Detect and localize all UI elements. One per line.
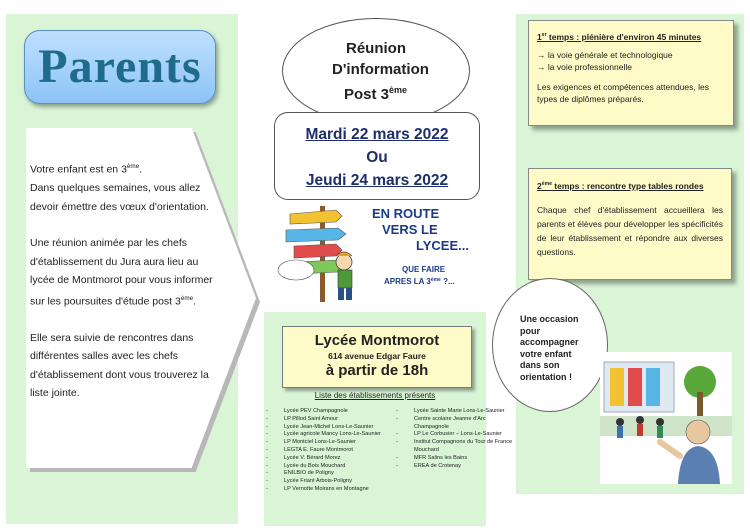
list-item: - Lycée Friant Arbois-Poligny bbox=[266, 478, 396, 486]
first-session-item-1: → la voie générale et technologique bbox=[537, 49, 673, 60]
intro-text-end: . bbox=[139, 163, 143, 176]
illus-title-3: LYCEE... bbox=[416, 238, 469, 253]
dates-box bbox=[274, 112, 480, 200]
list-item: - Lycée PEV Champagnole bbox=[266, 408, 396, 416]
lycee-name: Lycée Montmorot bbox=[314, 332, 440, 349]
second-session-box bbox=[528, 168, 732, 280]
list-item: - LP Montciel Lons-Le-Saunier bbox=[266, 439, 396, 447]
first-session-item-2: → la voie professionnelle bbox=[537, 61, 632, 72]
second-session-heading bbox=[537, 177, 723, 193]
heading-text-end: temps : plénière d'environ 45 minutes bbox=[546, 31, 702, 42]
parents-title: Parents bbox=[24, 30, 216, 104]
intro-text: Votre enfant est en 3 bbox=[30, 163, 127, 176]
first-session-box bbox=[528, 20, 734, 126]
list-item: - Centre scolaire Jeanne d'Arc Champagnole bbox=[396, 416, 514, 432]
meeting-text-end: . bbox=[193, 295, 197, 307]
list-item: - Lycée Sainte Marie Lons-Le-Saunier bbox=[396, 408, 514, 416]
paragraph-meeting bbox=[30, 234, 220, 311]
heading-text-end: temps : rencontre type tables rondes bbox=[551, 180, 704, 191]
superscript: ème bbox=[180, 294, 194, 302]
list-item: - LP Vernotte Moirans en Montagne bbox=[266, 486, 396, 494]
list-item: - MFR Salins les Bains bbox=[396, 455, 514, 463]
parents-message bbox=[30, 158, 220, 421]
illus-sub-2-end: ?... bbox=[440, 277, 455, 286]
list-item: - Lycée agricole Mancy Lons-Le-Saunier bbox=[266, 431, 396, 439]
cloud-line-2: D'information bbox=[332, 61, 429, 78]
list-item: - LEGTA E. Faure Montmorot bbox=[266, 447, 396, 455]
first-session-text: Les exigences et compétences attendues, les types de diplômes préparés. bbox=[537, 81, 709, 104]
list-item: - Lycée V. Bérard Morez bbox=[266, 455, 396, 463]
lycee-time: à partir de 18h bbox=[325, 362, 429, 379]
superscript: ème bbox=[430, 277, 441, 283]
date-or: Ou bbox=[366, 149, 388, 166]
date-1: Mardi 22 mars 2022 bbox=[305, 126, 449, 143]
list-item: - LP Pillod Saint Amour bbox=[266, 416, 396, 424]
illus-title-1: EN ROUTE bbox=[372, 206, 440, 221]
paragraph-followup: Elle sera suivie de rencontres dans différentes salles avec les chefs d'établissement dont vous trouverez la liste jointe. bbox=[30, 331, 209, 399]
list-item: - Institut Compagnons du Tour de France Mouchard bbox=[396, 439, 514, 455]
first-session-heading bbox=[537, 29, 725, 43]
cloud-line-3-text: Post 3 bbox=[344, 86, 390, 103]
heading-text: 2 bbox=[537, 180, 542, 191]
paragraph-intro bbox=[30, 158, 220, 216]
date-2: Jeudi 24 mars 2022 bbox=[305, 172, 449, 189]
superscript: er bbox=[541, 32, 547, 38]
illus-sub-2 bbox=[384, 277, 455, 286]
establishments-list-right bbox=[396, 408, 514, 470]
meeting-text: Une réunion animée par les chefs d'établissement du Jura aura lieu au lycée de Montmorot pour vous informer sur les poursuites d'étude post 3 bbox=[30, 237, 213, 307]
list-item: - Lycée du Bois Mouchard bbox=[266, 463, 396, 471]
intro-text-rest: Dans quelques semaines, vous allez devoir émettre des vœux d'orientation. bbox=[30, 182, 209, 213]
cloud-line-1: Réunion bbox=[346, 40, 406, 57]
second-session-text: Chaque chef d'établissement accueillera les parents et élèves pour développer les spécificités de leur établissement et répondre aux diverses questions. bbox=[537, 204, 723, 257]
illus-sub-1: QUE FAIRE bbox=[402, 265, 446, 274]
superscript: ème bbox=[389, 85, 408, 95]
establishments-list-left bbox=[266, 408, 396, 494]
list-item: - LP Le Corbusier – Lons-Le-Saunier bbox=[396, 431, 514, 439]
occasion-cloud-text: Une occasion pour accompagner votre enfant dans son orientation ! bbox=[520, 314, 579, 382]
cloud-line-3 bbox=[328, 80, 458, 105]
superscript: ème bbox=[126, 163, 140, 170]
road-sign-illustration bbox=[276, 200, 486, 308]
lycee-address: 614 avenue Edgar Faure bbox=[328, 351, 426, 361]
establishments-list-title: Liste des établissements présents bbox=[314, 391, 436, 400]
list-item: - ENILBIO de Poligny bbox=[266, 470, 396, 478]
superscript: ème bbox=[541, 181, 552, 187]
list-item: - EREA de Crotenay bbox=[396, 463, 514, 471]
list-item: - Lycée Jean-Michel Lons-Le-Saunier bbox=[266, 424, 396, 432]
students-photo-illustration bbox=[600, 352, 732, 484]
illus-title-2: VERS LE bbox=[382, 222, 438, 237]
heading-text: 1 bbox=[537, 31, 542, 42]
lycee-box bbox=[282, 326, 472, 388]
meeting-cloud-text bbox=[328, 38, 458, 105]
illus-sub-2-text: APRES LA 3 bbox=[384, 277, 431, 286]
